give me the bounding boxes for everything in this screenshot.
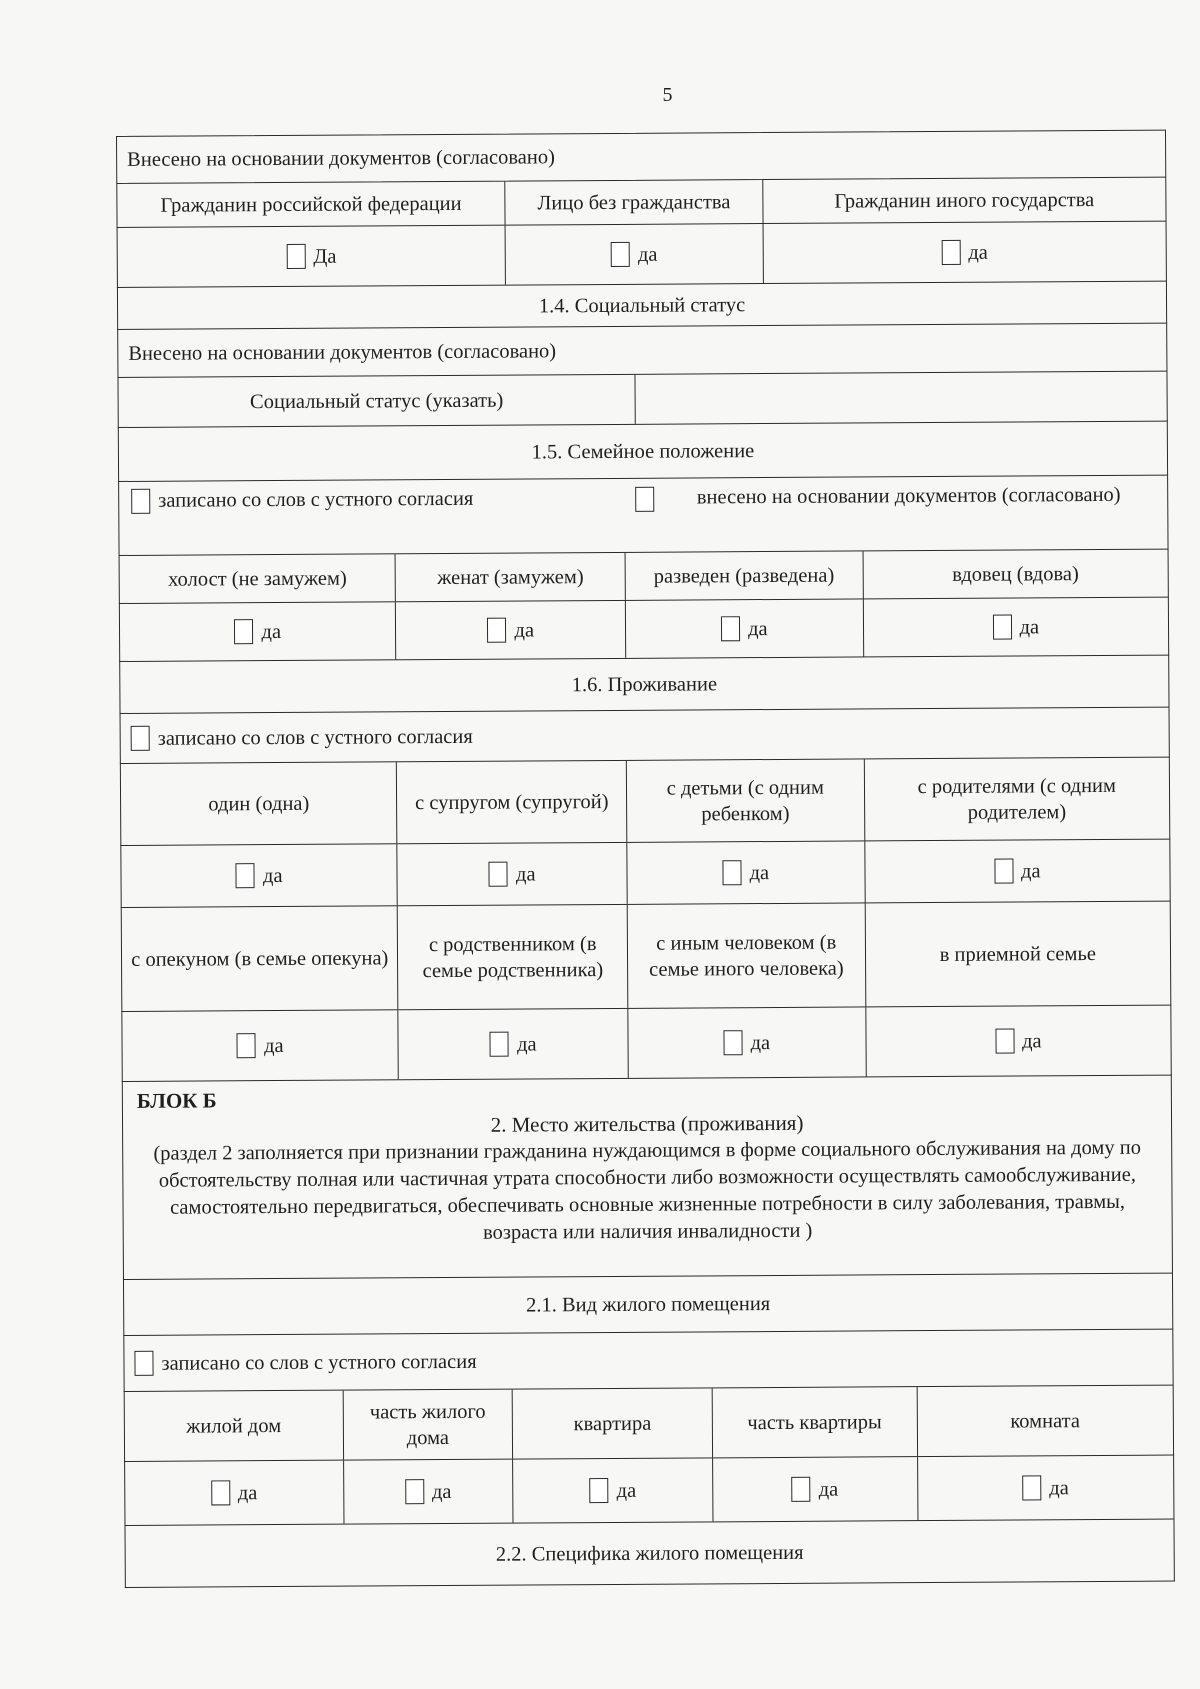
marital-option-widowed[interactable]: [862, 598, 1168, 657]
citizenship-col-stateless: Лицо без гражданства: [505, 180, 763, 225]
living-title: 1.6. Проживание: [571, 672, 718, 696]
checkbox[interactable]: [941, 240, 960, 265]
block-b-title: 2. Место жительства (проживания): [490, 1110, 804, 1137]
living-options-row-2: [121, 1006, 1171, 1082]
dwelling-option-apartment-part[interactable]: [712, 1457, 917, 1521]
marital-docs-option[interactable]: [635, 482, 1155, 512]
option-label: записано со слов с устного согласия: [158, 487, 474, 512]
checkbox[interactable]: [792, 1477, 811, 1502]
checkbox[interactable]: [490, 1032, 509, 1057]
checkbox[interactable]: [236, 863, 255, 888]
dwelling-title: 2.1. Вид жилого помещения: [526, 1292, 771, 1317]
living-option-spouse[interactable]: [397, 843, 627, 905]
dwelling-columns-row: [124, 1386, 1174, 1462]
dwelling-option-apartment[interactable]: [512, 1458, 712, 1522]
checkbox[interactable]: [722, 860, 741, 885]
option-label: да: [515, 862, 536, 886]
page-number: 5: [662, 84, 673, 106]
option-label: да: [262, 864, 283, 887]
social-status-input[interactable]: [634, 372, 1166, 424]
citizenship-col-foreign: Гражданин иного государства: [762, 178, 1165, 223]
checkbox[interactable]: [995, 1029, 1014, 1054]
checkbox[interactable]: [489, 862, 508, 887]
dwelling-col-apartment: квартира: [512, 1388, 712, 1458]
social-status-doc-header: Внесено на основании документов (согласовано): [128, 339, 557, 365]
option-label: да: [1020, 859, 1041, 882]
marital-col-married: женат (замужем): [395, 553, 625, 601]
citizenship-col-russian: Гражданин российской федерации: [160, 192, 462, 217]
dwelling-option-house-part[interactable]: [343, 1460, 513, 1524]
citizenship-option-foreign[interactable]: [762, 222, 1166, 283]
checkbox[interactable]: [611, 242, 630, 267]
checkbox[interactable]: [211, 1480, 230, 1505]
option-label: да: [263, 1034, 284, 1057]
living-col-parents: с родителями (с одним родителем): [863, 758, 1169, 841]
checkbox[interactable]: [994, 859, 1013, 884]
checkbox[interactable]: [1022, 1475, 1041, 1500]
checkbox[interactable]: [724, 1030, 743, 1055]
living-option-alone[interactable]: [121, 844, 397, 907]
option-label: да: [261, 620, 282, 643]
living-option-guardian[interactable]: [122, 1010, 398, 1081]
dwelling-oral-row: [123, 1330, 1173, 1392]
dwelling-option-house[interactable]: [125, 1461, 343, 1525]
marital-col-single: холост (не замужем): [168, 567, 347, 591]
checkbox[interactable]: [234, 619, 253, 644]
option-label: да: [1021, 1029, 1042, 1052]
social-status-field-row: [117, 372, 1167, 428]
checkbox[interactable]: [286, 244, 305, 269]
living-col-spouse: с супругом (супругой): [396, 761, 626, 843]
living-col-other-person: с иным человеком (в семье иного человека): [627, 903, 865, 1007]
living-columns-row-2: [121, 902, 1172, 1012]
block-b: [123, 1076, 1172, 1279]
living-option-other-person[interactable]: [627, 1007, 865, 1077]
marital-title-row: [118, 422, 1168, 482]
marital-col-widowed: вдовец (вдова): [862, 550, 1168, 599]
checkbox[interactable]: [131, 726, 150, 751]
option-label: Да: [313, 245, 337, 268]
checkbox[interactable]: [635, 487, 654, 512]
option-label: да: [968, 241, 988, 264]
marital-option-single[interactable]: [120, 602, 396, 661]
marital-options-row: [119, 598, 1169, 662]
social-status-label: Социальный статус (указать): [249, 389, 504, 413]
option-label: да: [1049, 1476, 1069, 1499]
option-label: да: [237, 1481, 258, 1504]
living-title-row: [119, 656, 1169, 714]
social-status-title-row: [117, 282, 1167, 330]
checkbox[interactable]: [590, 1478, 609, 1503]
dwelling-oral-option[interactable]: [124, 1330, 1172, 1391]
option-label: да: [750, 1031, 771, 1054]
option-label: внесено на основании документов (согласовано): [696, 483, 1121, 509]
living-oral-row: [120, 708, 1170, 764]
citizenship-columns-row: [116, 178, 1166, 228]
living-options-row-1: [120, 840, 1170, 908]
questionnaire-form: [116, 130, 1175, 1588]
checkbox[interactable]: [721, 616, 740, 641]
marital-col-divorced: разведен (разведена): [625, 551, 863, 599]
marital-title: 1.5. Семейное положение: [531, 439, 755, 463]
option-label: да: [516, 1032, 537, 1056]
block-b-description: (раздел 2 заполняется при признании гражданина нуждающимся в форме социального обслуживания на дому по обстоятельству полная или частичная утрата способности либо возможности осуществлять самообслуживание, самостоятельно передвигаться, обеспечивать основные жизненные потребности в силу заболевания, травмы, возраста или наличия инвалидности ): [153, 1136, 1142, 1244]
living-col-guardian: с опекуном (в семье опекуна): [131, 946, 389, 971]
citizenship-option-stateless[interactable]: [505, 224, 763, 285]
living-col-alone: один (одна): [208, 792, 310, 815]
option-label: записано со слов с устного согласия: [157, 725, 473, 750]
option-label: да: [431, 1480, 452, 1503]
living-option-children[interactable]: [626, 841, 864, 903]
checkbox[interactable]: [487, 618, 506, 643]
dwelling-specifics-title: 2.2. Специфика жилого помещения: [495, 1541, 804, 1566]
dwelling-col-apartment-part: часть квартиры: [712, 1387, 917, 1457]
living-col-children: с детьми (с одним ребенком): [626, 759, 864, 841]
checkbox[interactable]: [134, 1351, 153, 1376]
marital-columns-row: [119, 550, 1169, 604]
option-label: записано со слов с устного согласия: [161, 1350, 477, 1375]
dwelling-col-room: комната: [916, 1386, 1173, 1457]
checkbox[interactable]: [237, 1033, 256, 1058]
marital-oral-option[interactable]: [131, 486, 473, 514]
dwelling-options-row: [124, 1456, 1174, 1526]
marital-option-divorced[interactable]: [625, 599, 863, 657]
living-option-relative[interactable]: [398, 1009, 628, 1079]
option-label: да: [749, 861, 770, 884]
block-b-label: БЛОК Б: [136, 1088, 217, 1113]
option-label: да: [637, 243, 658, 266]
dwelling-option-room[interactable]: [917, 1456, 1174, 1521]
marital-source-row: [118, 476, 1168, 556]
social-status-title: 1.4. Социальный статус: [538, 293, 746, 317]
checkbox[interactable]: [405, 1479, 424, 1504]
dwelling-specifics-title-row: [124, 1520, 1174, 1588]
option-label: да: [514, 618, 535, 642]
living-oral-option[interactable]: [121, 708, 1169, 763]
living-col-foster: в приемной семье: [864, 902, 1170, 1007]
social-status-doc-row: [117, 324, 1167, 378]
living-option-foster[interactable]: [865, 1006, 1171, 1077]
option-label: да: [818, 1478, 839, 1501]
marital-option-married[interactable]: [395, 601, 625, 659]
citizenship-doc-header-row: [116, 130, 1166, 184]
block-b-row: [122, 1076, 1173, 1280]
option-label: да: [616, 1479, 637, 1502]
option-label: да: [747, 617, 768, 640]
dwelling-col-house: жилой дом: [186, 1414, 282, 1438]
living-option-parents[interactable]: [864, 840, 1170, 903]
marital-source: [119, 476, 1167, 555]
dwelling-title-row: [123, 1274, 1173, 1336]
living-columns-row-1: [120, 758, 1170, 846]
option-label: да: [1019, 615, 1040, 638]
citizenship-options-row: [117, 222, 1167, 288]
checkbox[interactable]: [131, 488, 150, 513]
living-col-relative: с родственником (в семье родственника): [397, 905, 627, 1009]
checkbox[interactable]: [992, 615, 1011, 640]
citizenship-doc-header: Внесено на основании документов (согласовано): [127, 146, 555, 171]
citizenship-option-russian[interactable]: [118, 226, 506, 287]
dwelling-col-house-part: часть жилого дома: [342, 1390, 512, 1460]
